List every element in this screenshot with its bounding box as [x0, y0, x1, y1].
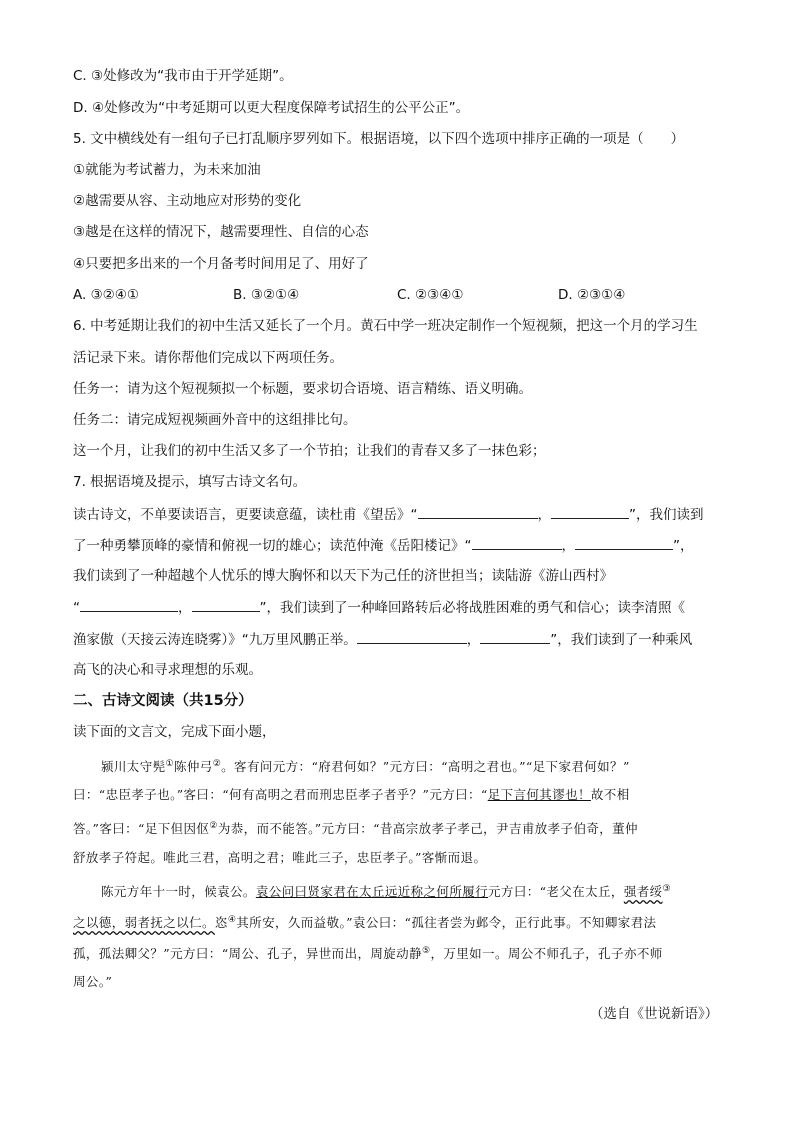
footnote-mark: ① — [165, 759, 174, 769]
q5-sentence-1: ①就能为考试蓄力，为未来加油 — [73, 162, 261, 178]
q6-stem-line-2: 活记录下来。请你帮他们完成以下两项任务。 — [73, 350, 343, 366]
q7-text: ”，我们读到 — [629, 507, 704, 523]
answer-blank[interactable] — [418, 504, 538, 519]
passage-text: 元方曰：“老父在太丘， — [488, 884, 624, 900]
answer-blank[interactable] — [480, 629, 550, 644]
q5-option-c: C. ②③④① — [397, 287, 464, 303]
passage-text: 陈元方年十一时，候袁公。 — [101, 884, 256, 900]
underlined-sentence: 袁公问曰贤家君在太丘远近称之何所履行 — [255, 884, 489, 900]
passage-text: 其所安，久而益敬。”袁公曰：“孤往者尝为邺令，正行此事。不知卿家君法 — [236, 915, 657, 931]
q7-text: ”，我们读到了一种峰回路转后必将战胜困难的勇气和信心；读李清照《 — [259, 600, 685, 616]
q7-text: 渔家傲（天接云涛连晓雾）》“九万里风鹏正举。 — [73, 632, 357, 648]
footnote-mark: ③ — [662, 884, 671, 894]
q7-stem: 7. 根据语境及提示，填写古诗文名句。 — [73, 474, 307, 490]
q5-stem: 5. 文中横线处有一组句子已打乱顺序罗列如下。根据语境，以下四个选项中排序正确的一项是（ ） — [73, 131, 685, 147]
answer-blank[interactable] — [192, 597, 260, 612]
q7-line-6: 高飞的决心和寻求理想的乐观。 — [73, 662, 262, 678]
passage-text: 答。”客曰：“足下但因伛 — [73, 821, 210, 837]
passage-text: 恣 — [214, 915, 228, 931]
q7-line-3: 我们读到了一种超越个人忧乐的博大胸怀和以天下为己任的济世担当；读陆游《游山西村》 — [73, 568, 613, 584]
answer-blank[interactable] — [80, 597, 178, 612]
passage-line-2 — [73, 785, 630, 805]
q7-text: ”，我们读到了一种乘风 — [550, 632, 693, 648]
q7-line-5 — [73, 629, 692, 650]
q5-sentence-2: ②越需要从容、主动地应对形势的变化 — [73, 193, 302, 209]
passage-text: 曰：“忠臣孝子也。”客曰：“何有高明之君而刑忠臣孝子者乎？”元方曰：“ — [73, 787, 488, 802]
passage-line-5 — [101, 879, 671, 902]
wavy-underlined-sentence: 之以德，弱者抚之以仁。 — [73, 915, 215, 931]
q7-text: ， — [561, 538, 575, 554]
passage-line-3 — [73, 816, 638, 839]
answer-blank[interactable] — [575, 535, 673, 550]
passage-line-7 — [73, 941, 663, 964]
passage-text: 故不相 — [590, 787, 630, 802]
passage-text: 。客有问元方：“府君何如？”元方曰：“高明之君也。”“足下家君何如？” — [221, 759, 630, 775]
section-instruction: 读下面的文言文，完成下面小题， — [73, 724, 276, 740]
q5-sentence-3: ③越是在这样的情况下，越需要理性、自信的心态 — [73, 224, 369, 240]
passage-text: ，万里如一。周公不师孔子，孔子亦不师 — [430, 946, 663, 962]
passage-line-6 — [73, 910, 656, 933]
answer-blank[interactable] — [357, 629, 467, 644]
q7-text: ， — [178, 600, 192, 616]
footnote-mark: ⑤ — [421, 946, 431, 956]
q7-text: “ — [73, 600, 80, 616]
q4-option-c: C. ③处修改为“我市由于开学延期”。 — [73, 68, 293, 84]
footnote-mark: ② — [209, 821, 218, 831]
q6-task-2: 任务二：请完成短视频画外音中的这组排比句。 — [73, 412, 357, 428]
q7-text: 读古诗文，不单要读语言，更要读意蕴，读杜甫《望岳》“ — [73, 507, 418, 523]
answer-blank[interactable] — [551, 504, 629, 519]
q7-text: ”， — [673, 538, 694, 554]
footnote-mark: ② — [212, 759, 222, 769]
q5-option-a: A. ③②④① — [73, 287, 139, 303]
q5-option-d: D. ②③①④ — [558, 287, 626, 303]
q6-stem-line-1: 6. 中考延期让我们的初中生活又延长了一个月。黄石中学一班决定制作一个短视频，把这一个月的学习生 — [73, 318, 698, 334]
q5-option-b: B. ③②①④ — [233, 287, 300, 303]
q6-parallel-sentence: 这一个月，让我们的初中生活又多了一个节拍；让我们的青春又多了一抹色彩； — [73, 443, 546, 459]
underlined-sentence: 足下言何其谬也！ — [487, 787, 591, 802]
passage-text: 颍川太守髡 — [101, 759, 166, 775]
passage-source: （选自《世说新语》） — [590, 1006, 719, 1022]
q6-task-1: 任务一：请为这个短视频拟一个标题，要求切合语境、语言精练、语义明确。 — [73, 381, 532, 397]
answer-blank[interactable] — [472, 535, 562, 550]
wavy-underlined-sentence: 强者绥 — [623, 884, 663, 900]
q7-line-2 — [73, 535, 694, 556]
footnote-mark: ④ — [227, 915, 237, 925]
passage-text: 为恭，而不能答。”元方曰：“昔高宗放孝子孝己，尹吉甫放孝子伯奇，董仲 — [217, 821, 638, 837]
section-heading: 二、古诗文阅读（共15分） — [73, 693, 253, 709]
q5-sentence-4: ④只要把多出来的一个月备考时间用足了、用好了 — [73, 256, 369, 272]
passage-line-1 — [101, 754, 630, 777]
q7-text: ， — [537, 507, 551, 523]
q7-text: ， — [466, 632, 481, 648]
q4-option-d: D. ④处修改为“中考延期可以更大程度保障考试招生的公平公正”。 — [73, 100, 470, 116]
passage-line-8: 周公。” — [73, 974, 113, 989]
passage-text: 陈仲弓 — [173, 759, 213, 775]
passage-text: 孤，孤法卿父？”元方曰：“周公、孔子，异世而出，周旋动静 — [73, 946, 422, 962]
q7-line-4 — [73, 597, 685, 618]
q7-line-1 — [73, 504, 704, 525]
passage-line-4: 舒放孝子符起。唯此三君，高明之君；唯此三子，忠臣孝子。”客惭而退。 — [73, 850, 487, 865]
q7-text: 了一种勇攀顶峰的豪情和俯视一切的雄心；读范仲淹《岳阳楼记》“ — [73, 538, 472, 554]
